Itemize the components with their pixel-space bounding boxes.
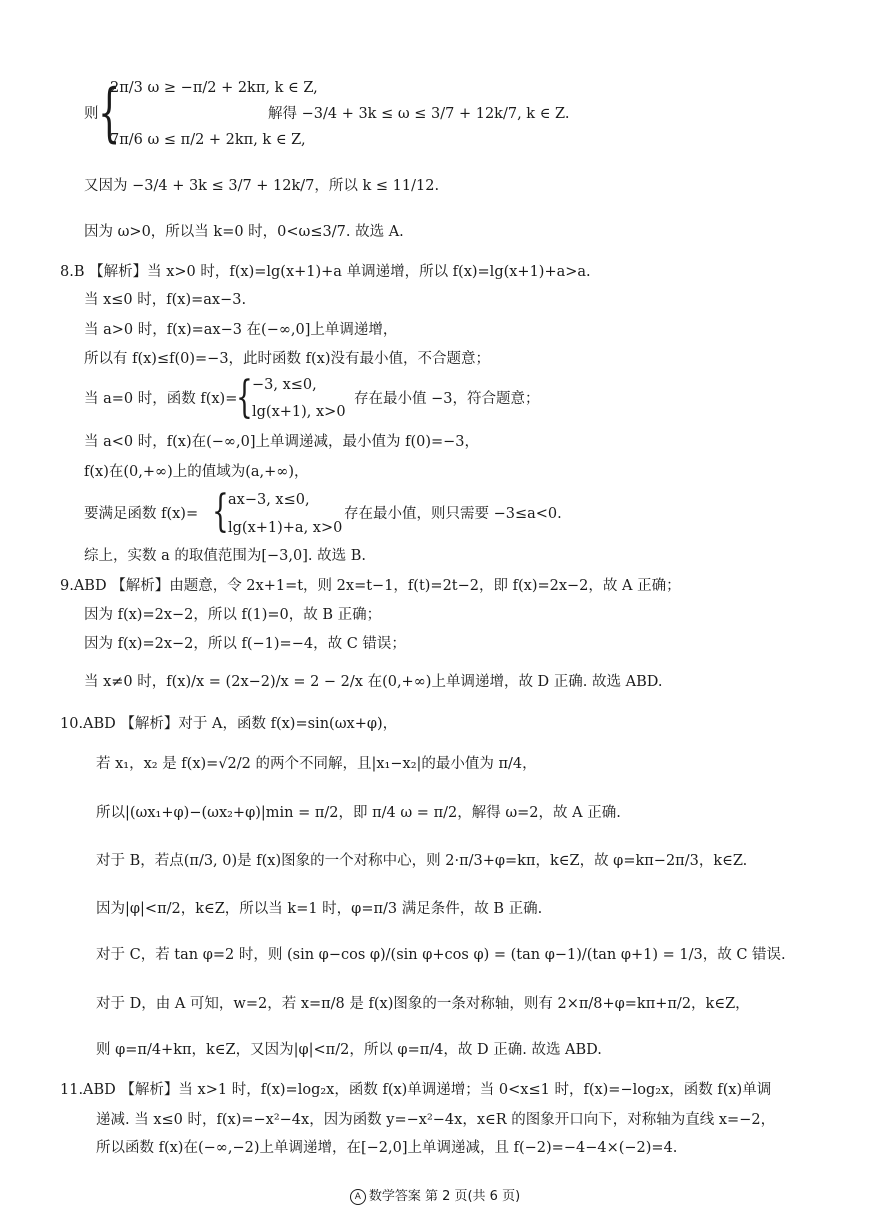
q8-line-8c: lg(x+1)+a, x>0: [228, 520, 343, 536]
q9-line-3: 因为 f(x)=2x−2，所以 f(−1)=−4，故 C 错误；: [84, 636, 406, 652]
version-badge: A: [350, 1189, 366, 1205]
q8-line-5a: 当 a=0 时，函数 f(x)=: [84, 391, 238, 407]
footer-text: 数学答案 第 2 页(共 6 页): [368, 1189, 521, 1204]
q8-line-4: 所以有 f(x)≤f(0)=−3，此时函数 f(x)没有最小值，不合题意；: [84, 351, 491, 367]
q8-line-7: f(x)在(0,+∞)上的值域为(a,+∞)，: [84, 464, 309, 480]
q9-head: 9.ABD 【解析】由题意，令 2x+1=t，则 2x=t−1，f(t)=2t−2，即 f(x)=2x−2，故 A 正确；: [60, 578, 681, 594]
q9-line-2: 因为 f(x)=2x−2，所以 f(1)=0，故 B 正确；: [84, 607, 382, 623]
q8-line-5c: lg(x+1), x>0: [252, 404, 346, 420]
q10-line-4: 对于 B，若点(π/3, 0)是 f(x)图象的一个对称中心，则 2·π/3+φ=kπ，k∈Z，故 φ=kπ−2π/3，k∈Z.: [96, 853, 748, 869]
q8-line-3: 当 a>0 时，f(x)=ax−3 在(−∞,0]上单调递增，: [84, 322, 398, 338]
page-footer: [0, 1185, 870, 1205]
left-brace-1: {: [98, 76, 121, 150]
q10-line-7: 对于 D，由 A 可知，w=2，若 x=π/8 是 f(x)图象的一条对称轴，则有 2×π/8+φ=kπ+π/2，k∈Z，: [96, 996, 750, 1012]
q10-line-5: 因为|φ|<π/2，k∈Z，所以当 k=1 时，φ=π/3 满足条件，故 B 正确.: [96, 901, 543, 917]
line-solve: 解得 −3/4 + 3k ≤ ω ≤ 3/7 + 12k/7, k ∈ Z.: [268, 106, 570, 122]
q8-line-5d: 存在最小值 −3，符合题意；: [354, 391, 540, 407]
q10-line-3: 所以|(ωx₁+φ)−(ωx₂+φ)|min = π/2，即 π/4 ω = π/2，解得 ω=2，故 A 正确.: [96, 805, 621, 821]
q10-line-2: 若 x₁，x₂ 是 f(x)=√2/2 的两个不同解，且|x₁−x₂|的最小值为 π/4，: [96, 756, 537, 772]
q8-head: 8.B 【解析】当 x>0 时，f(x)=lg(x+1)+a 单调递增，所以 f(x)=lg(x+1)+a>a.: [60, 264, 591, 280]
line-ineq-2: 7π/6 ω ≤ π/2 + 2kπ, k ∈ Z,: [110, 132, 306, 148]
left-brace-3: {: [212, 486, 229, 537]
q8-line-8a: 要满足函数 f(x)=: [84, 506, 199, 522]
left-brace-2: {: [236, 372, 253, 423]
q8-line-2: 当 x≤0 时，f(x)=ax−3.: [84, 292, 247, 308]
line-then: 则: [84, 106, 99, 122]
q8-summary: 综上，实数 a 的取值范围为[−3,0]. 故选 B.: [84, 548, 366, 564]
q11-line-3: 所以函数 f(x)在(−∞,−2)上单调递增，在[−2,0]上单调递减，且 f(−2)=−4−4×(−2)=4.: [96, 1140, 678, 1156]
q8-line-8d: 存在最小值，则只需要 −3≤a<0.: [344, 506, 562, 522]
q10-head: 10.ABD 【解析】对于 A，函数 f(x)=sin(ωx+φ)，: [60, 716, 398, 732]
q11-line-2: 递减. 当 x≤0 时，f(x)=−x²−4x，因为函数 y=−x²−4x，x∈R 的图象开口向下，对称轴为直线 x=−2，: [96, 1112, 776, 1128]
line-conclusion-7: 因为 ω>0，所以当 k=0 时，0<ω≤3/7. 故选 A.: [84, 224, 404, 240]
q8-line-8b: ax−3, x≤0,: [228, 492, 310, 508]
q9-line-4: 当 x≠0 时，f(x)/x = (2x−2)/x = 2 − 2/x 在(0,+∞)上单调递增，故 D 正确. 故选 ABD.: [84, 674, 663, 690]
q11-head: 11.ABD 【解析】当 x>1 时，f(x)=log₂x，函数 f(x)单调递增；当 0<x≤1 时，f(x)=−log₂x，函数 f(x)单调: [60, 1082, 772, 1098]
line-ineq-1: 2π/3 ω ≥ −π/2 + 2kπ, k ∈ Z,: [110, 80, 318, 96]
q8-line-6: 当 a<0 时，f(x)在(−∞,0]上单调递减，最小值为 f(0)=−3，: [84, 434, 480, 450]
q8-line-5b: −3, x≤0,: [252, 377, 317, 393]
q10-line-8: 则 φ=π/4+kπ，k∈Z，又因为|φ|<π/2，所以 φ=π/4，故 D 正确. 故选 ABD.: [96, 1042, 602, 1058]
line-also: 又因为 −3/4 + 3k ≤ 3/7 + 12k/7，所以 k ≤ 11/12.: [84, 178, 440, 194]
q10-line-6: 对于 C，若 tan φ=2 时，则 (sin φ−cos φ)/(sin φ+cos φ) = (tan φ−1)/(tan φ+1) = 1/3，故 C 错误.: [96, 947, 786, 963]
